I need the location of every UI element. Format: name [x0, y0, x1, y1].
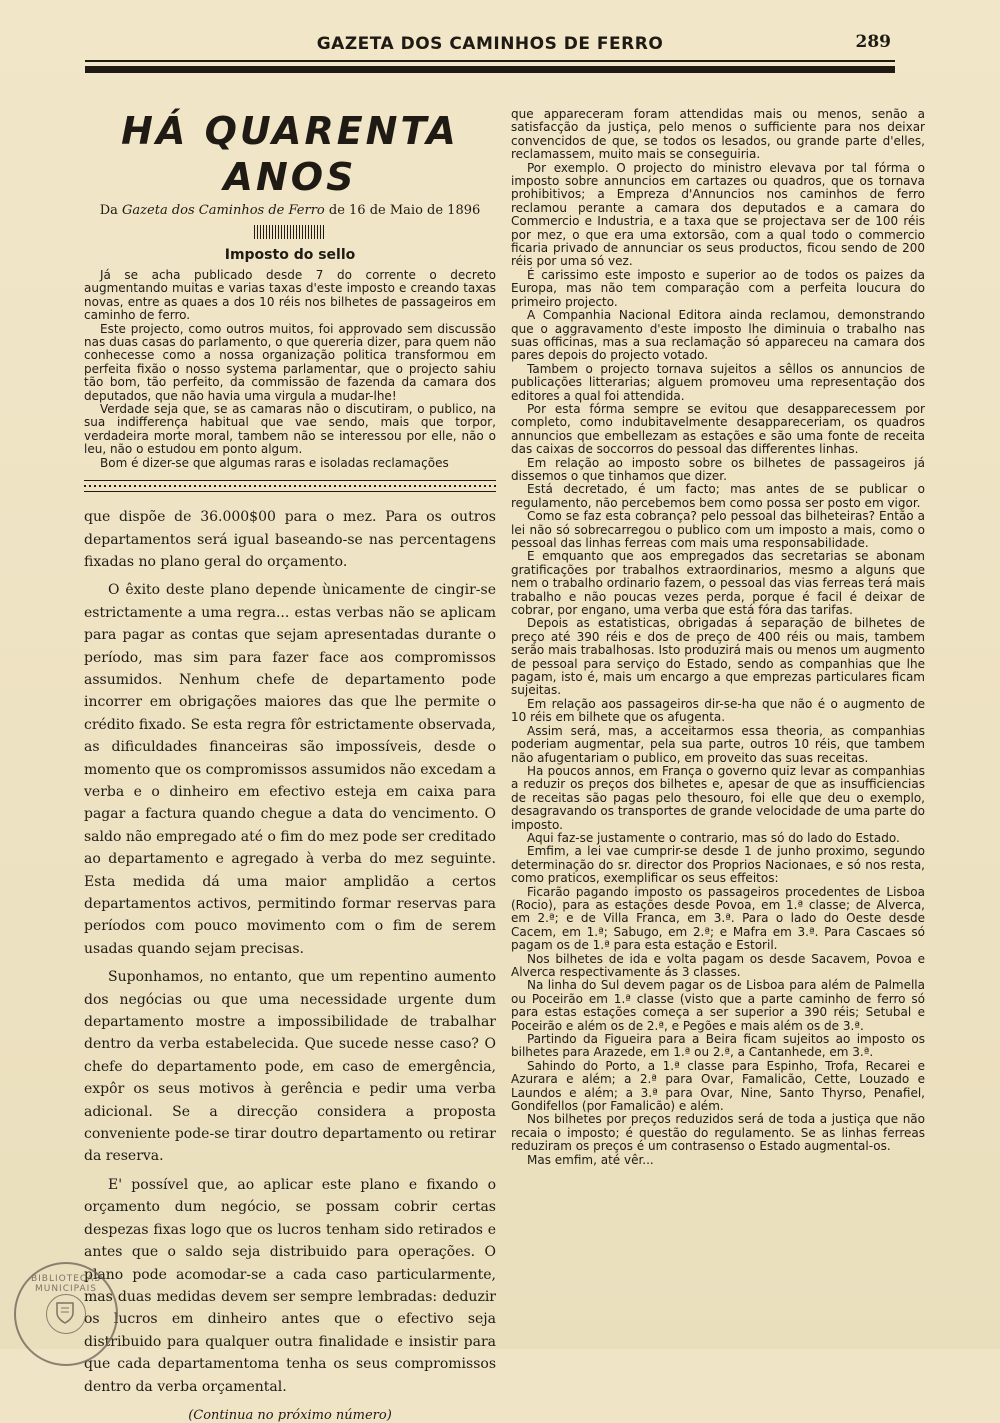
paragraph: Em relação aos passageiros dir-se-ha que não é o augmento de 10 réis em bilhete que os afugenta.	[511, 696, 925, 725]
continuation-note: (Continua no próximo número)	[188, 1407, 392, 1423]
header-rule-thin	[85, 60, 895, 62]
paragraph: Sahindo do Porto, a 1.ª classe para Espinho, Trofa, Recarei e Azurara e além; a 2.ª para Ovar, Famalicão, Cette, Louzado e Laundos e além; a 3.ª para Ovar, Nine, Santo Thyrso, Penafiel, Gondifellos (por Famalicão) e além.	[511, 1058, 925, 1114]
section-subtitle	[84, 202, 496, 219]
left-column	[84, 108, 496, 1423]
paragraph: Partindo da Figueira para a Beira ficam sujeitos ao imposto os bilhetes para Arazede, em 1.ª ou 2.ª, a Cantanhede, em 3.ª.	[511, 1032, 925, 1060]
paragraph: Mas emfim, até vêr...	[527, 1152, 654, 1167]
paragraph: que appareceram foram attendidas mais ou menos, senão a satisfacção da justiça, pelo menos o sufficiente para nos deixar convencidos de que, se todos os lesados, ou grande parte d'elles, reclamassem, muito mais se conseguiria.	[511, 107, 925, 162]
paragraph: Nos bilhetes por preços reduzidos será de toda a justiça que não recaia o imposto; é questão do regulamento. Se as linhas ferreas reduziram os preços é um contrasenso o Estado augmental-os.	[511, 1112, 925, 1154]
paragraph: Na linha do Sul devem pagar os de Lisboa para além de Palmella ou Poceirão em 1.ª classe (visto que a parte caminho de ferro só para estas estações começa a ser superior a 390 réis; Setubal e Poceirão e além os de 2.ª, e Pegões e mais além os de 3.ª.	[511, 978, 925, 1033]
paragraph: que dispõe de 36.000$00 para o mez. Para os outros departamentos será igual baseando-se nas percentagens fixadas no plano geral do orçamento.	[84, 509, 496, 570]
paragraph: Em relação ao imposto sobre os bilhetes de passageiros já dissemos o que tinhamos que dizer.	[511, 455, 925, 483]
page-header	[85, 28, 895, 80]
paragraph: E emquanto que aos empregados das secretarias se abonam gratificações por trabalhos extraordinarios, mesmo a alguns que nem o trabalho ordinario fazem, o pessoal das vias ferreas terá mais trabalho e não poucas vezes perda, porque é facil é deixar de cobrar, por engano, uma verba que está fóra das tarifas.	[511, 549, 925, 618]
paragraph: Já se acha publicado desde 7 do corrente o decreto augmentando muitas e varias taxas d'este imposto e creando taxas novas, entre as quaes a dos 10 réis nos bilhetes de passageiros em caminho de ferro.	[84, 268, 496, 323]
paragraph: Emfim, a lei vae cumprir-se desde 1 de junho proximo, segundo determinação do sr. director dos Proprios Nacionaes, e só nos resta, como praticos, exemplificar os seus effeitos:	[511, 844, 925, 886]
hatch-ornament	[254, 225, 326, 239]
paragraph: Verdade seja que, se as camaras não o discutiram, o publico, na sua indifferença habitual que vae sendo, mais que torpor, verdadeira morte moral, tambem não se interessou por elle, não o leu, não o estudou em ponto algum.	[84, 402, 496, 457]
header-rule-thick	[85, 66, 895, 73]
paragraph: A Companhia Nacional Editora ainda reclamou, demonstrando que o aggravamento d'este imposto lhe diminuia o trabalho nas suas officinas, mas a sua reclamação só appareceu na camara dos pares depois do projecto votado.	[511, 308, 925, 363]
paragraph: Este projecto, como outros muitos, foi approvado sem discussão nas duas casas do parlamento, o que quereria dizer, para quem não conhecesse como a nossa organização politica transformou em perfeita fixão o nosso systema parlamentar, que o projecto sahiu tão bom, tão perfeito, da commissão de fazenda da camara dos deputados, que não havia uma virgula a mudar-lhe!	[84, 321, 496, 403]
right-column	[511, 108, 925, 1167]
paragraph: Assim será, mas, a acceitarmos essa theoria, as companhias poderiam augmentar, pela sua parte, outros 10 réis, que tambem não afugentariam o publico, em proveito das suas receitas.	[511, 723, 925, 765]
paragraph: Está decretado, é um facto; mas antes de se publicar o regulamento, não percebemos bem como possa ser posto em vigor.	[511, 482, 925, 510]
paragraph: Depois as estatisticas, obrigadas á separação de bilhetes de preço até 390 réis e dos de preço de 400 réis ou mais, tambem serão mais trabalhosas. Isto produzirá mais ou menos um augmento de pessoal para serviço do Estado, sendo as companhias que lhe pagam, isto é, mais um encargo a que emprezas particulares ficam sujeitas.	[511, 616, 925, 698]
stamp-text: BIBLIOTECAS MUNICIPAIS	[30, 1274, 102, 1294]
paragraph: Aqui faz-se justamente o contrario, mas só do lado do Estado.	[527, 830, 900, 845]
paragraph: É carissimo este imposto e superior ao de todos os paizes da Europa, mas não tem comparação com a perfeita loucura do primeiro projecto.	[511, 267, 925, 309]
paragraph: Nos bilhetes de ida e volta pagam os desde Sacavem, Povoa e Alverca respectivamente ás 3 classes.	[511, 951, 925, 979]
section-divider	[84, 480, 496, 492]
subtitle-prefix: Da	[99, 203, 123, 218]
library-stamp	[14, 1262, 118, 1366]
paragraph: E' possível que, ao aplicar este plano e fixando o orçamento dum negócio, se possam cobrir certas despezas fixas logo que os lucros tenham sido retirados e antes que o saldo seja distribuido para operações. O plano pode acomodar-se a cada caso particularmente, mas duas medidas devem ser sempre lembradas: deduzir os lucros em dinheiro antes que o efectivo seja distribuido para qualquer outra finalidade e insistir para que cada departamentoma tenha os seus compromissos dentro da verba orçamental.	[84, 1176, 496, 1395]
journal-title: GAZETA DOS CAMINHOS DE FERRO	[316, 34, 664, 54]
paragraph: Ficarão pagando imposto os passageiros procedentes de Lisboa (Rocio), para as estações desde Povoa, em 1.ª classe; de Alverca, em 2.ª; e de Villa Franca, em 3.ª. Para o lado do Oeste desde Cacem, em 1.ª; Sabugo, em 2.ª; e Mafra em 3.ª. Para Cascaes só pagam os de 1.ª para esta estação e Estoril.	[511, 884, 925, 953]
paragraph: Tambem o projecto tornava sujeitos a sêllos os annuncios de publicações litterarias; alguem promoveu uma representação dos editores a qual foi attendida.	[511, 361, 925, 403]
paragraph: Ha poucos annos, em França o governo quiz levar as companhias a reduzir os preços dos bilhetes e, apesar de que as insufficiencias de receitas são pagas pelo thesouro, foi elle que deu o exemplo, desagravando os transportes de grande velocidade de uma parte do imposto.	[511, 763, 925, 832]
paragraph: Por esta fórma sempre se evitou que desapparecessem por completo, como indubitavelmente desappareceriam, os quadros annuncios que embellezam as estações e são uma fonte de receita das caixas de soccorros do pessoal das differentes linhas.	[511, 401, 925, 457]
paragraph: Por exemplo. O projecto do ministro elevava por tal fórma o imposto sobre annuncios em cartazes ou quadros, que os tornava prohibitivos; a Empreza d'Annuncios nos caminhos de ferro reclamou perante a camara dos deputados e a camara do Commercio e Industria, e a taxa que se projectava ser de 100 réis por mez, o que era uma extorsão, com a qual todo o commercio ficaria privado de annunciar os seus productos, ficou sendo de 200 réis por uma só vez.	[511, 160, 925, 269]
page-number: 289	[855, 32, 891, 52]
article-title: Imposto do sello	[224, 247, 356, 263]
paragraph: Suponhamos, no entanto, que um repentino aumento dos negócias ou que uma necessidade urgente dum departamento mostre a impossibilidade de trabalhar dentro da verba estabelecida. Que sucede nesse caso? O chefe do departamento pode, em caso de emergência, expôr os seus motivos à gerência e pedir uma verba adicional. Se a direcção considera a proposta conveniente pode-se tirar doutro departamento ou retirar da reserva.	[84, 969, 496, 1165]
paragraph: Como se faz esta cobrança? pelo pessoal das bilheteiras? Então a lei não só sobrecarregou o publico com um imposto a mais, como o pessoal das linhas ferreas com mais uma responsabilidade.	[511, 509, 925, 550]
shield-icon	[56, 1302, 74, 1324]
subtitle-date: de 16 de Maio de 1896	[324, 203, 481, 218]
section-heading: HÁ QUARENTA ANOS	[121, 109, 459, 199]
subtitle-journal-name: Gazeta dos Caminhos de Ferro	[122, 203, 325, 218]
paragraph: Bom é dizer-se que algumas raras e isoladas reclamações	[100, 455, 449, 470]
paragraph: O êxito deste plano depende ùnicamente de cingir-se estrictamente a uma regra... estas verbas não se aplicam para pagar as contas que sejam apresentadas durante o período, mas sim para fazer face aos compromissos assumidos. Nenhum chefe de departamento pode incorrer em obrigações maiores das que lhe permite o crédito fixado. Se esta regra fôr estrictamente observada, as dificuldades financeiras são impossíveis, desde o momento que os compromissos assumidos não excedam a verba e o dinheiro em efectivo esteja em caixa para pagar a factura quando chegue a data do vencimento. O saldo não empregado até o fim do mez pode ser creditado ao departamento e agregado à verba do mez seguinte. Esta medida dá uma maior amplidão a certos departamentos activos, permitindo formar reservas para períodos com pouco movimento com o fim de serem usadas quando sejam precisas.	[84, 582, 496, 957]
